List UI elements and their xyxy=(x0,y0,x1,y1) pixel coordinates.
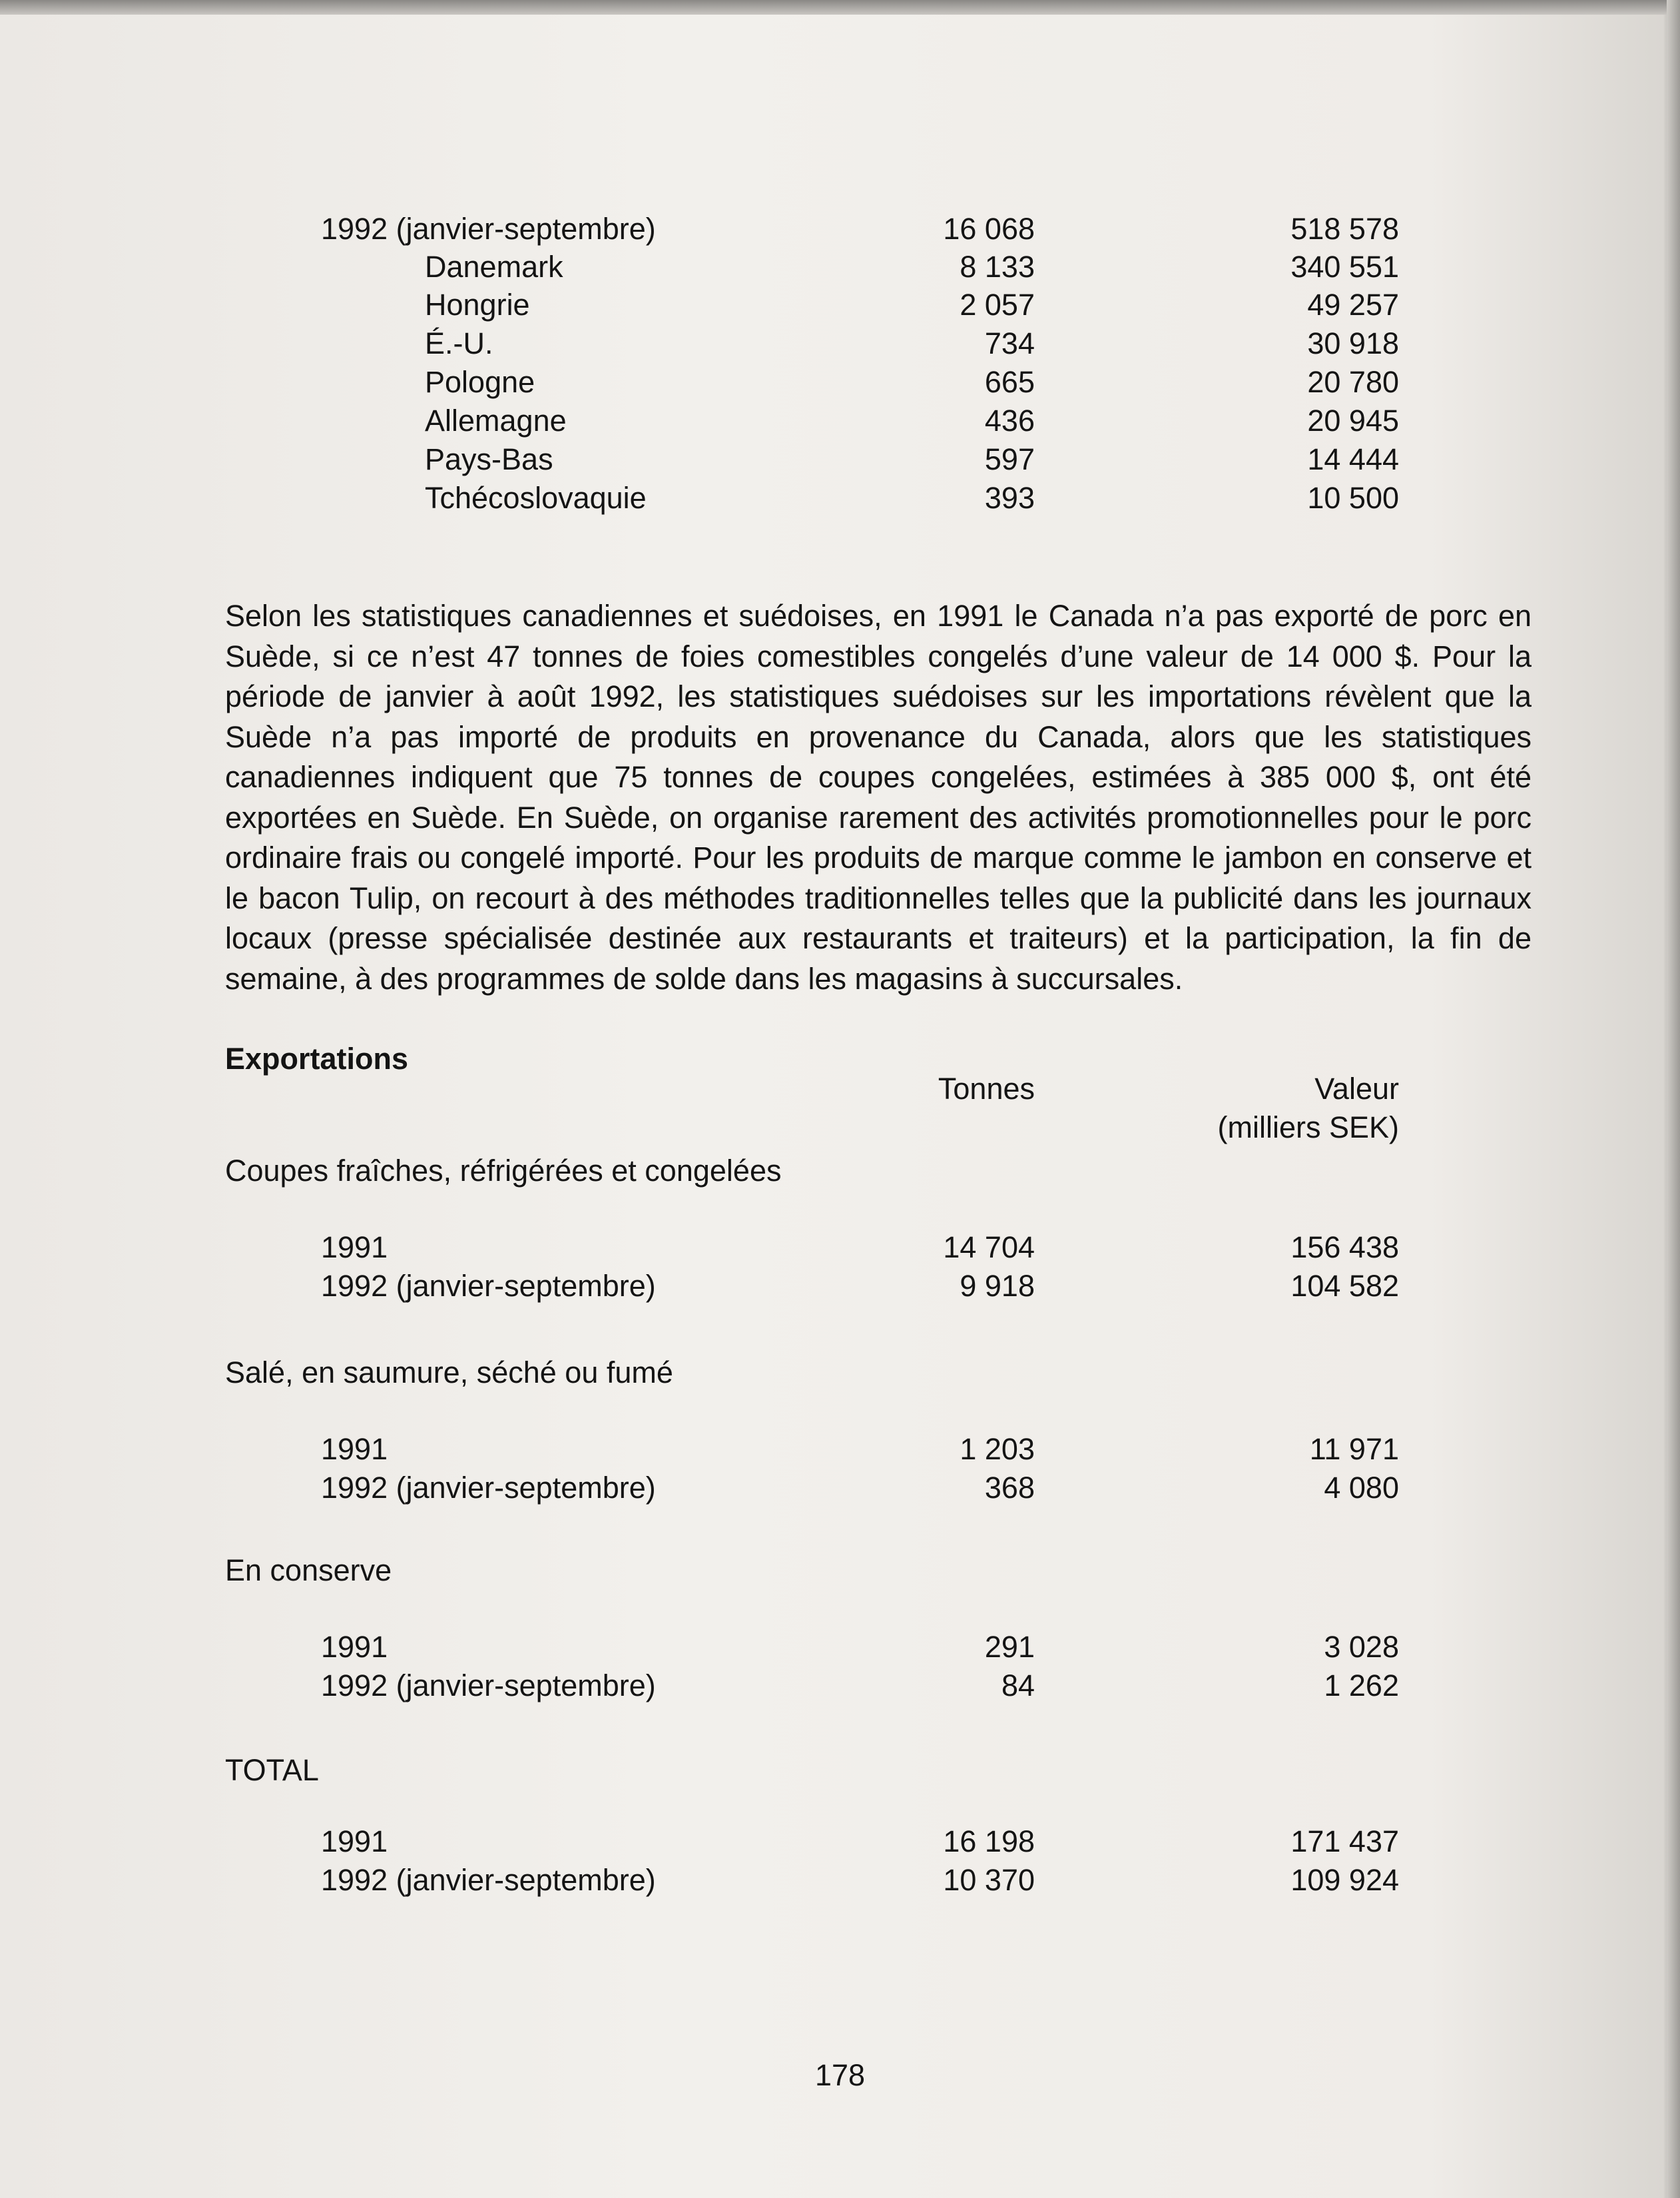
country-valeur: 49 257 xyxy=(1307,288,1399,322)
country-valeur: 14 444 xyxy=(1307,442,1399,476)
export-row-tonnes: 291 xyxy=(984,1630,1035,1664)
export-row-period: 1991 xyxy=(321,1824,388,1858)
country-tonnes: 597 xyxy=(984,442,1035,476)
col-header-valeur-unit: (milliers SEK) xyxy=(1217,1110,1399,1144)
scan-right-edge xyxy=(1667,0,1680,2198)
export-row-period: 1992 (janvier-septembre) xyxy=(321,1269,656,1303)
export-row-period: 1992 (janvier-septembre) xyxy=(321,1863,656,1897)
page-number: 178 xyxy=(814,2058,866,2092)
country-valeur: 20 780 xyxy=(1307,365,1399,399)
export-row-tonnes: 14 704 xyxy=(943,1230,1035,1264)
export-row-valeur: 156 438 xyxy=(1290,1230,1399,1264)
export-row-period: 1992 (janvier-septembre) xyxy=(321,1471,656,1505)
exports-heading: Exportations xyxy=(225,1042,409,1076)
country-name: Pays-Bas xyxy=(425,442,553,476)
export-row-valeur: 1 262 xyxy=(1324,1668,1399,1702)
body-paragraph: Selon les statistiques canadiennes et suédoises, en 1991 le Canada n’a pas exporté de porc en Suède, si ce n’est 47 tonnes de foies comestibles congelés d’une valeur de 14 000 $. Pour la période de janvier à août 1992, les statistiques suédoises sur les importations révèlent que la Suède n’a pas importé de produits en provenance du Canada, alors que les statistiques canadiennes indiquent que 75 tonnes de coupes congelées, estimées à 385 000 $, ont été exportées en Suède. En Suède, on organise rarement des activités promotionnelles pour le porc ordinaire frais ou congelé importé. Pour les produits de marque comme le jambon en conserve et le bacon Tulip, on recourt à des méthodes traditionnelles telles que la publicité dans les journaux locaux (presse spécialisée destinée aux restaurants et traiteurs) et la participation, la fin de semaine, à des programmes de solde dans les magasins à succursales. xyxy=(225,599,1532,996)
export-row-tonnes: 84 xyxy=(1001,1668,1035,1702)
country-tonnes: 665 xyxy=(984,365,1035,399)
country-valeur: 30 918 xyxy=(1307,326,1399,360)
scan-top-edge xyxy=(0,0,1680,15)
export-row-period: 1992 (janvier-septembre) xyxy=(321,1668,656,1702)
export-row-tonnes: 1 203 xyxy=(960,1432,1035,1466)
export-row-tonnes: 10 370 xyxy=(943,1863,1035,1897)
export-row-period: 1991 xyxy=(321,1230,388,1264)
country-tonnes: 2 057 xyxy=(960,288,1035,322)
export-row-period: 1991 xyxy=(321,1432,388,1466)
country-name: Pologne xyxy=(425,365,535,399)
export-row-tonnes: 16 198 xyxy=(943,1824,1035,1858)
country-valeur: 10 500 xyxy=(1307,481,1399,515)
col-header-valeur: Valeur xyxy=(1314,1072,1399,1106)
export-row-valeur: 109 924 xyxy=(1290,1863,1399,1897)
export-row-period: 1991 xyxy=(321,1630,388,1664)
export-row-valeur: 3 028 xyxy=(1324,1630,1399,1664)
country-tonnes: 734 xyxy=(984,326,1035,360)
export-row-valeur: 171 437 xyxy=(1290,1824,1399,1858)
imports-period: 1992 (janvier-septembre) xyxy=(321,212,656,246)
imports-total-valeur: 518 578 xyxy=(1290,212,1399,246)
country-valeur: 340 551 xyxy=(1290,250,1399,284)
country-name: É.-U. xyxy=(425,326,493,360)
export-group-label: Coupes fraîches, réfrigérées et congelées xyxy=(225,1154,782,1188)
country-tonnes: 436 xyxy=(984,404,1035,438)
country-name: Allemagne xyxy=(425,404,567,438)
export-row-valeur: 11 971 xyxy=(1309,1432,1399,1466)
export-group-label: Salé, en saumure, séché ou fumé xyxy=(225,1355,673,1389)
export-row-tonnes: 9 918 xyxy=(960,1269,1035,1303)
country-tonnes: 393 xyxy=(984,481,1035,515)
country-name: Hongrie xyxy=(425,288,530,322)
export-group-label: En conserve xyxy=(225,1553,392,1587)
country-valeur: 20 945 xyxy=(1307,404,1399,438)
col-header-tonnes: Tonnes xyxy=(938,1072,1035,1106)
export-row-tonnes: 368 xyxy=(984,1471,1035,1505)
imports-total-tonnes: 16 068 xyxy=(943,212,1035,246)
country-name: Tchécoslovaquie xyxy=(425,481,647,515)
export-total-label: TOTAL xyxy=(225,1753,319,1787)
export-row-valeur: 4 080 xyxy=(1324,1471,1399,1505)
country-tonnes: 8 133 xyxy=(960,250,1035,284)
export-row-valeur: 104 582 xyxy=(1290,1269,1399,1303)
country-name: Danemark xyxy=(425,250,563,284)
